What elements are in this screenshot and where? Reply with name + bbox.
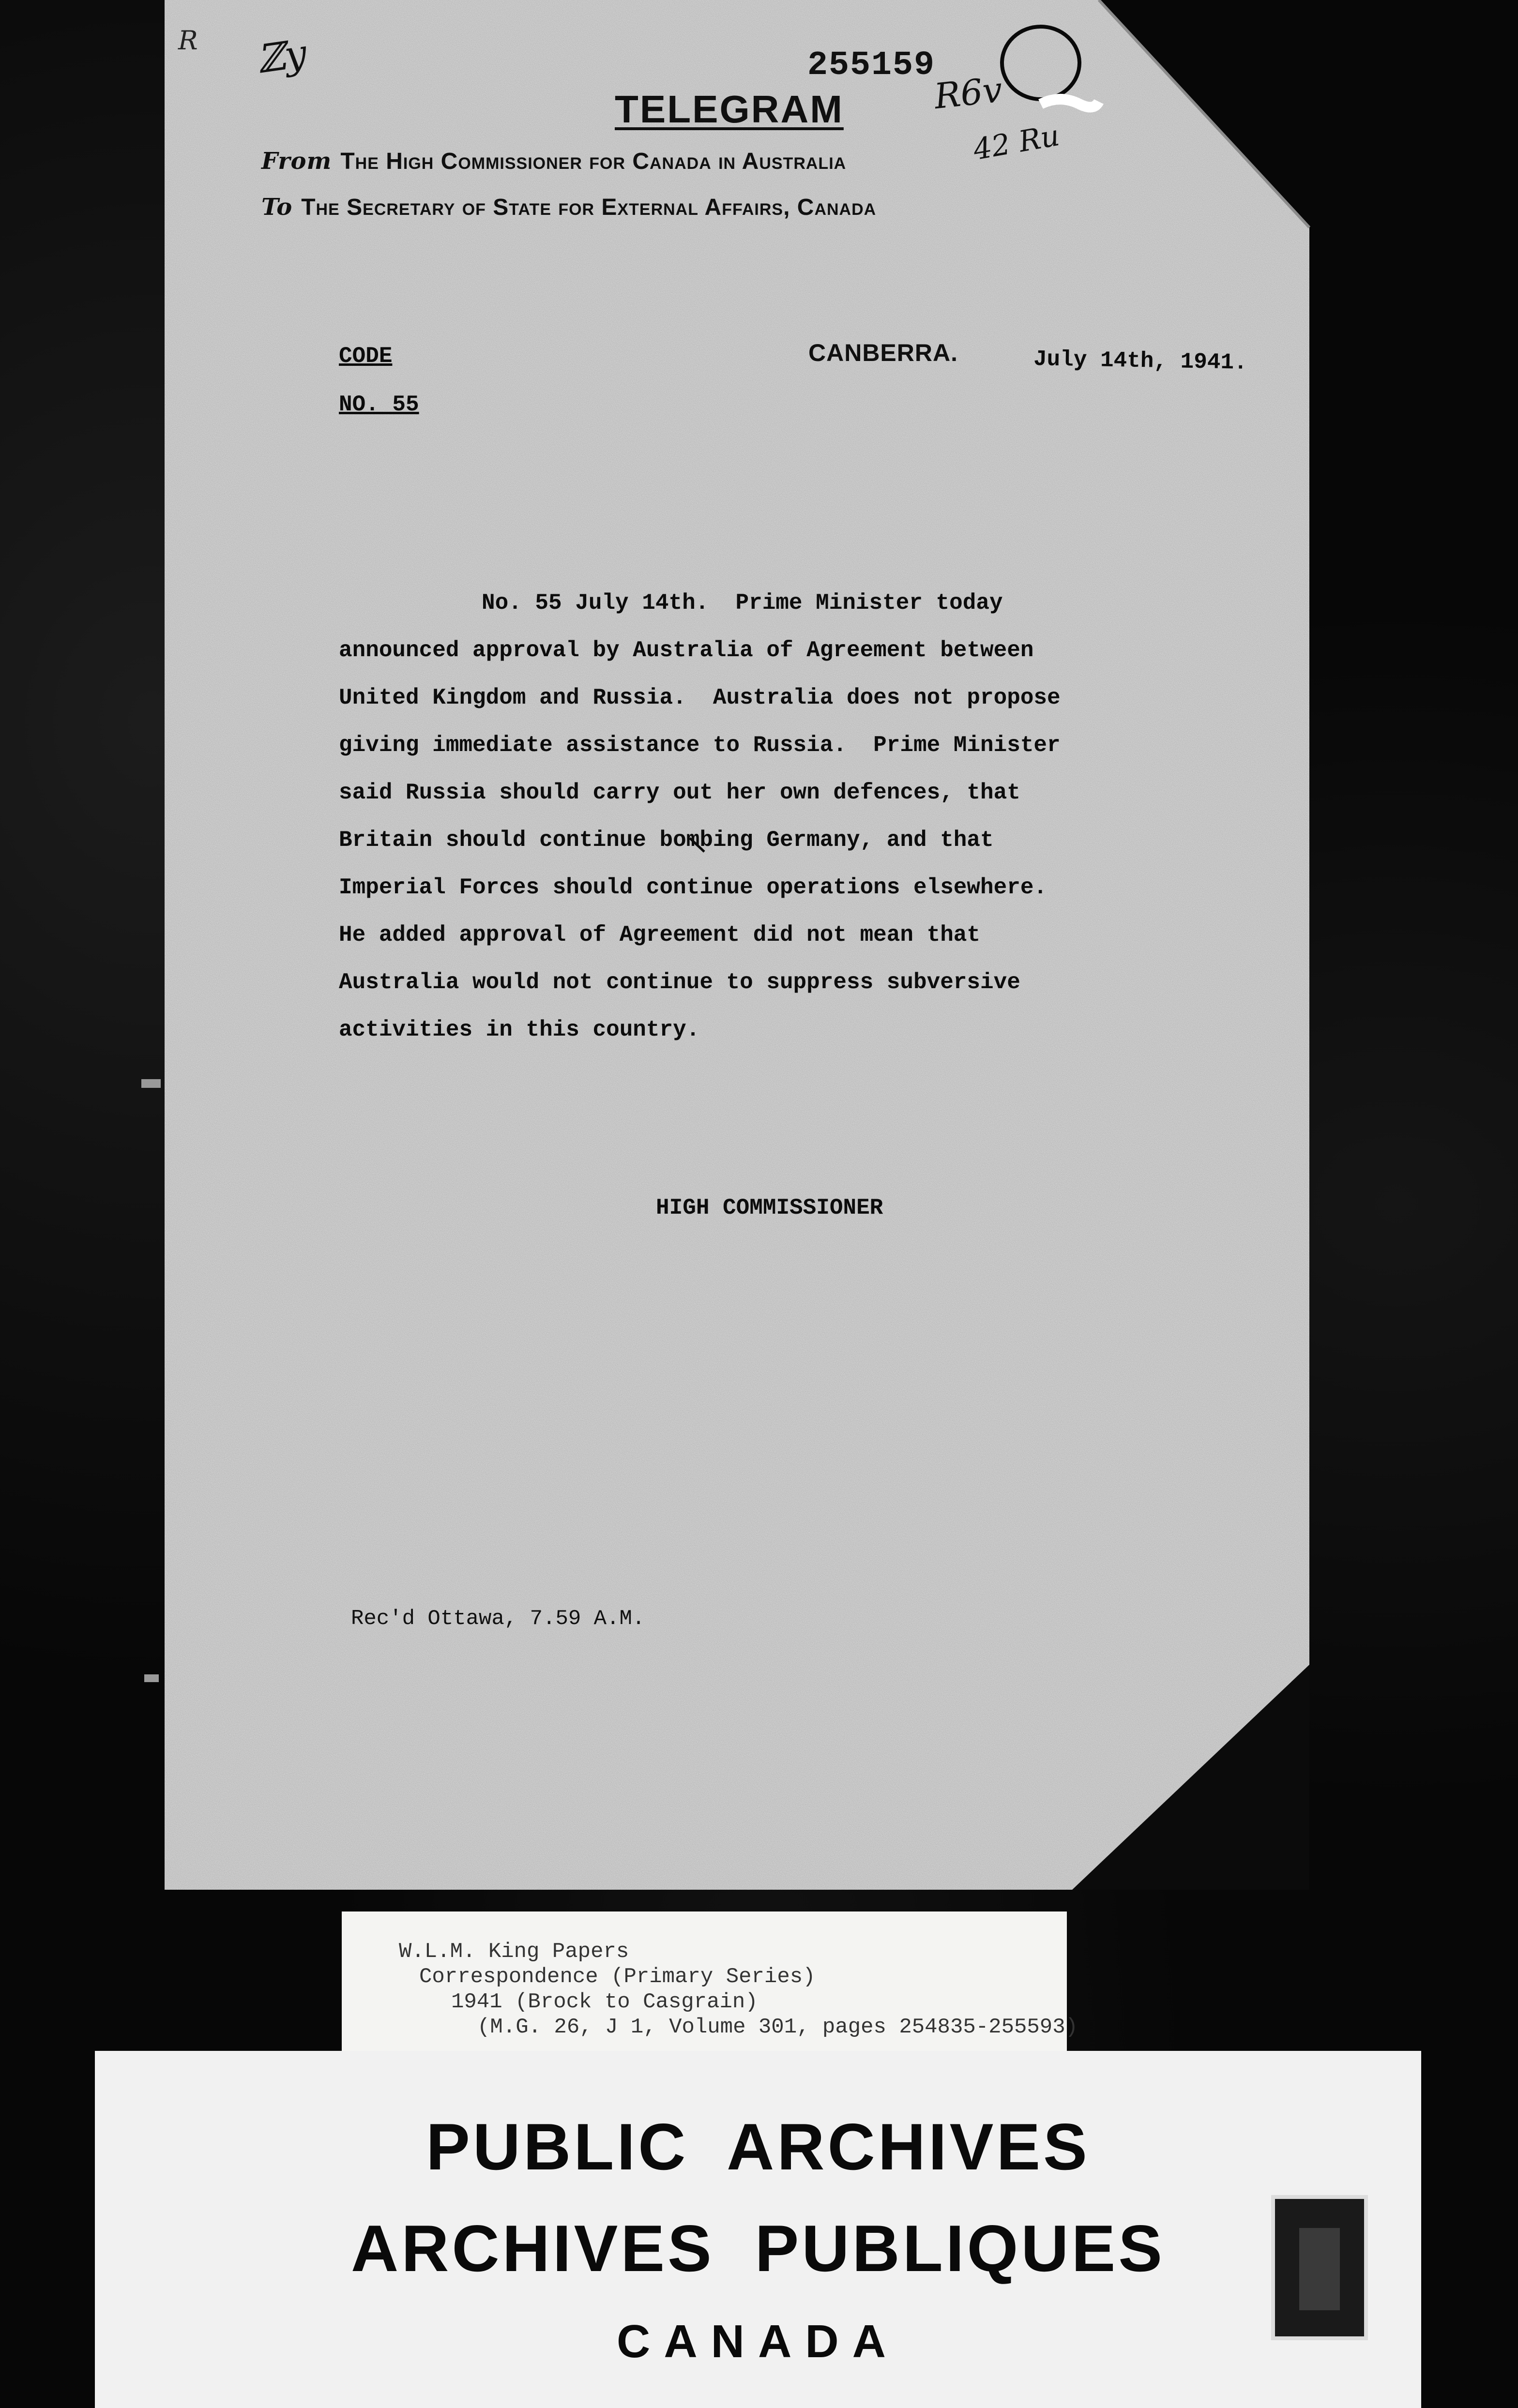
from-line <box>261 148 846 175</box>
document-date: July 14th, 1941. <box>1033 346 1248 376</box>
to-text: The Secretary of State for External Affairs, Canada <box>301 195 877 220</box>
collection-label-line: 1941 (Brock to Casgrain) <box>451 1990 758 2014</box>
body-line: Britain should continue bombing Germany, and that <box>339 828 994 853</box>
body-line: No. 55 July 14th. Prime Minister today <box>482 590 1003 616</box>
handwritten-mark: 42 Ru <box>971 118 1062 167</box>
telegram-number: NO. 55 <box>339 392 419 417</box>
banner-public-archives: PUBLIC ARCHIVES <box>426 2110 1090 2183</box>
archives-banner <box>95 2051 1421 2408</box>
edge-nick <box>144 1674 159 1682</box>
body-line: He added approval of Agreement did not mean that <box>339 922 981 948</box>
body-line: activities in this country. <box>339 1017 700 1042</box>
body-line: Imperial Forces should continue operations elsewhere. <box>339 875 1047 900</box>
signature: HIGH COMMISSIONER <box>656 1195 883 1220</box>
to-line <box>261 194 876 221</box>
serial-handwritten-note: R6v <box>932 69 1004 117</box>
body-line: Australia would not continue to suppress subversive <box>339 970 1020 995</box>
handwritten-mark: ℤy <box>254 30 310 82</box>
film-tab-marker-inner <box>1299 2228 1340 2310</box>
handwritten-mark: R <box>178 25 198 56</box>
from-text: The High Commissioner for Canada in Australia <box>340 149 847 174</box>
body-line: United Kingdom and Russia. Australia does not propose <box>339 685 1061 710</box>
banner-archives-publiques: ARCHIVES PUBLIQUES <box>351 2212 1165 2285</box>
document-title: TELEGRAM <box>615 88 844 131</box>
received-note: Rec'd Ottawa, 7.59 A.M. <box>351 1607 645 1631</box>
collection-label-line: Correspondence (Primary Series) <box>419 1965 816 1989</box>
collection-label <box>342 1911 1078 2052</box>
body-line: announced approval by Australia of Agreement between <box>339 638 1034 663</box>
document-serial-number: 255159 <box>807 46 936 85</box>
film-tab-marker <box>1271 2195 1368 2340</box>
edge-nick <box>141 1079 161 1088</box>
banner-canada: CANADA <box>617 2316 899 2367</box>
from-prefix: From <box>261 148 332 175</box>
body-line: giving immediate assistance to Russia. Prime Minister <box>339 733 1061 758</box>
body-line: said Russia should carry out her own defences, that <box>339 780 1020 805</box>
collection-label-line: (M.G. 26, J 1, Volume 301, pages 254835-255593) <box>477 2015 1078 2039</box>
collection-label-line: W.L.M. King Papers <box>399 1940 629 1964</box>
to-prefix: To <box>261 194 293 221</box>
place-of-origin: CANBERRA. <box>808 339 958 366</box>
code-label: CODE <box>339 344 393 369</box>
